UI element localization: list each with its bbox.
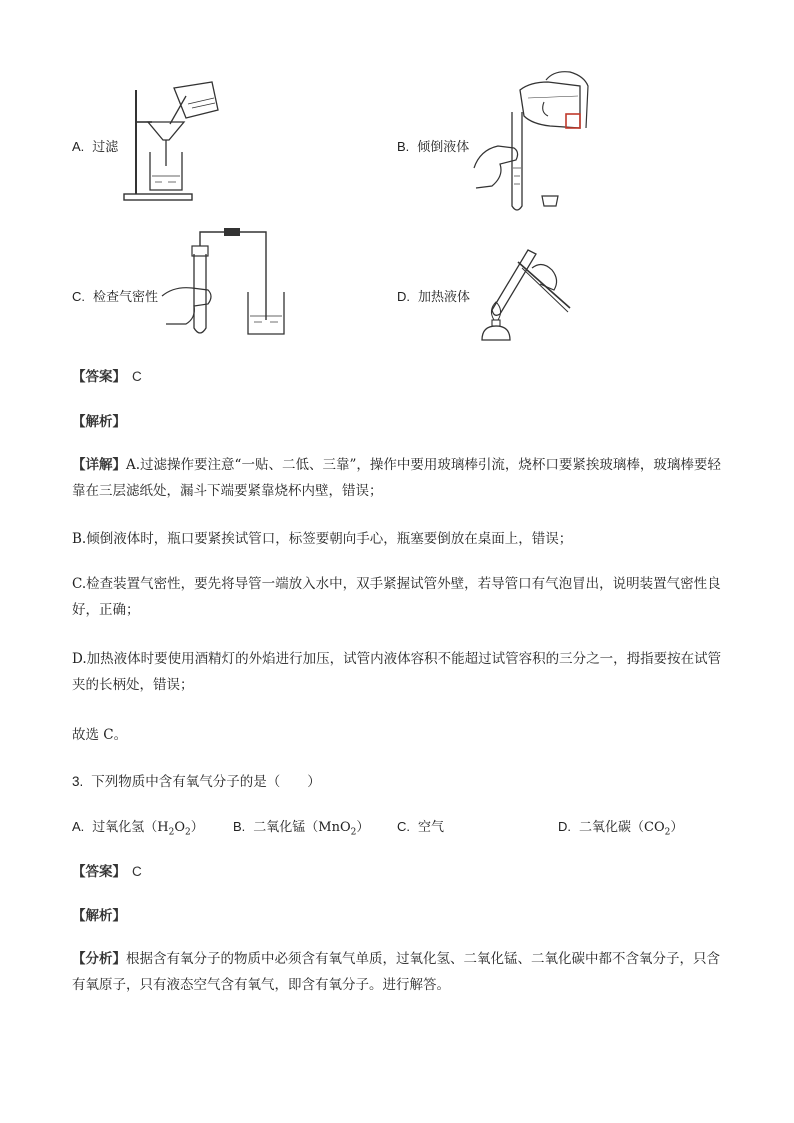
q2-conclusion: 故选 C。 [72, 727, 128, 743]
question-number: 3. [72, 774, 84, 789]
answer-tag: 【答案】 [72, 864, 126, 880]
option-text: 加热液体 [418, 290, 471, 305]
option-text: 检查气密性 [93, 290, 159, 305]
subscript: 2 [168, 827, 175, 838]
answer-value: C [132, 369, 142, 384]
q3-analysis-tag: 【解析】 [72, 908, 126, 924]
answer-value: C [132, 864, 142, 879]
option-text: 倾倒液体 [417, 140, 470, 155]
option-letter: D. [397, 289, 410, 304]
option-text: 二氧化碳（CO [579, 820, 665, 835]
filtration-apparatus-icon [122, 78, 222, 206]
option-letter: A. [72, 819, 85, 834]
q3-answer [72, 860, 142, 880]
question-text: 下列物质中含有氧气分子的是（ ） [91, 774, 321, 790]
option-text: 过滤 [92, 140, 119, 155]
subscript: 2 [350, 827, 357, 838]
q3-option-d [558, 816, 683, 838]
option-text: ） [356, 820, 370, 835]
q2-detail-b: B.倾倒液体时，瓶口要紧挨试管口，标签要朝向手心，瓶塞要倒放在桌面上，错误； [72, 531, 573, 547]
option-text: ） [670, 820, 684, 835]
option-b [397, 136, 469, 155]
option-d [397, 286, 470, 305]
analysis-text: 根据含有氧分子的物质中必须含有氧气单质，过氧化氢、二氧化锰、二氧化碳中都不含氧分子，只含有氧原子，只有液态空气含有氧气，即含有氧分子。进行解答。 [72, 951, 720, 993]
detail-text: A.过滤操作要注意“一贴、二低、三靠”，操作中要用玻璃棒引流，烧杯口要紧挨玻璃棒，玻璃棒要轻靠在三层滤纸处，漏斗下端要紧靠烧杯内壁，错误； [72, 457, 721, 499]
q3-analysis [72, 946, 722, 998]
detail-tag: 【详解】 [72, 457, 126, 473]
option-a [72, 136, 118, 155]
option-text: O [174, 820, 186, 835]
option-text: 空气 [418, 820, 445, 835]
option-letter: C. [72, 289, 85, 304]
q2-detail-d: D.加热液体时要使用酒精灯的外焰进行加压，试管内液体容积不能超过试管容积的三分之一，拇指要按在试管夹的长柄处，错误； [72, 651, 722, 693]
pouring-liquid-icon [470, 68, 590, 218]
q3-option-a [72, 816, 204, 838]
option-c [72, 286, 158, 305]
q3-stem [72, 770, 321, 790]
option-letter: D. [558, 819, 571, 834]
q3-option-c [397, 816, 444, 835]
q2-answer [72, 365, 142, 385]
option-letter: B. [397, 139, 410, 154]
q2-detail-a [72, 452, 722, 504]
option-text: 过氧化氢（H [92, 820, 169, 835]
subscript: 2 [185, 827, 191, 838]
subscript: 2 [664, 827, 671, 838]
answer-tag: 【答案】 [72, 369, 126, 385]
option-text: ） [190, 820, 204, 835]
analysis-sub-tag: 【分析】 [72, 951, 126, 967]
option-text: 二氧化锰（MnO [253, 820, 351, 835]
airtightness-check-icon [158, 224, 298, 342]
q2-analysis-tag: 【解析】 [72, 414, 126, 430]
heating-liquid-icon [470, 240, 580, 346]
option-letter: A. [72, 139, 85, 154]
option-letter: B. [233, 819, 246, 834]
q3-option-b [233, 816, 369, 838]
option-letter: C. [397, 819, 410, 834]
q2-detail-c: C.检查装置气密性，要先将导管一端放入水中，双手紧握试管外壁，若导管口有气泡冒出，说明装置气密性良好，正确； [72, 576, 721, 618]
